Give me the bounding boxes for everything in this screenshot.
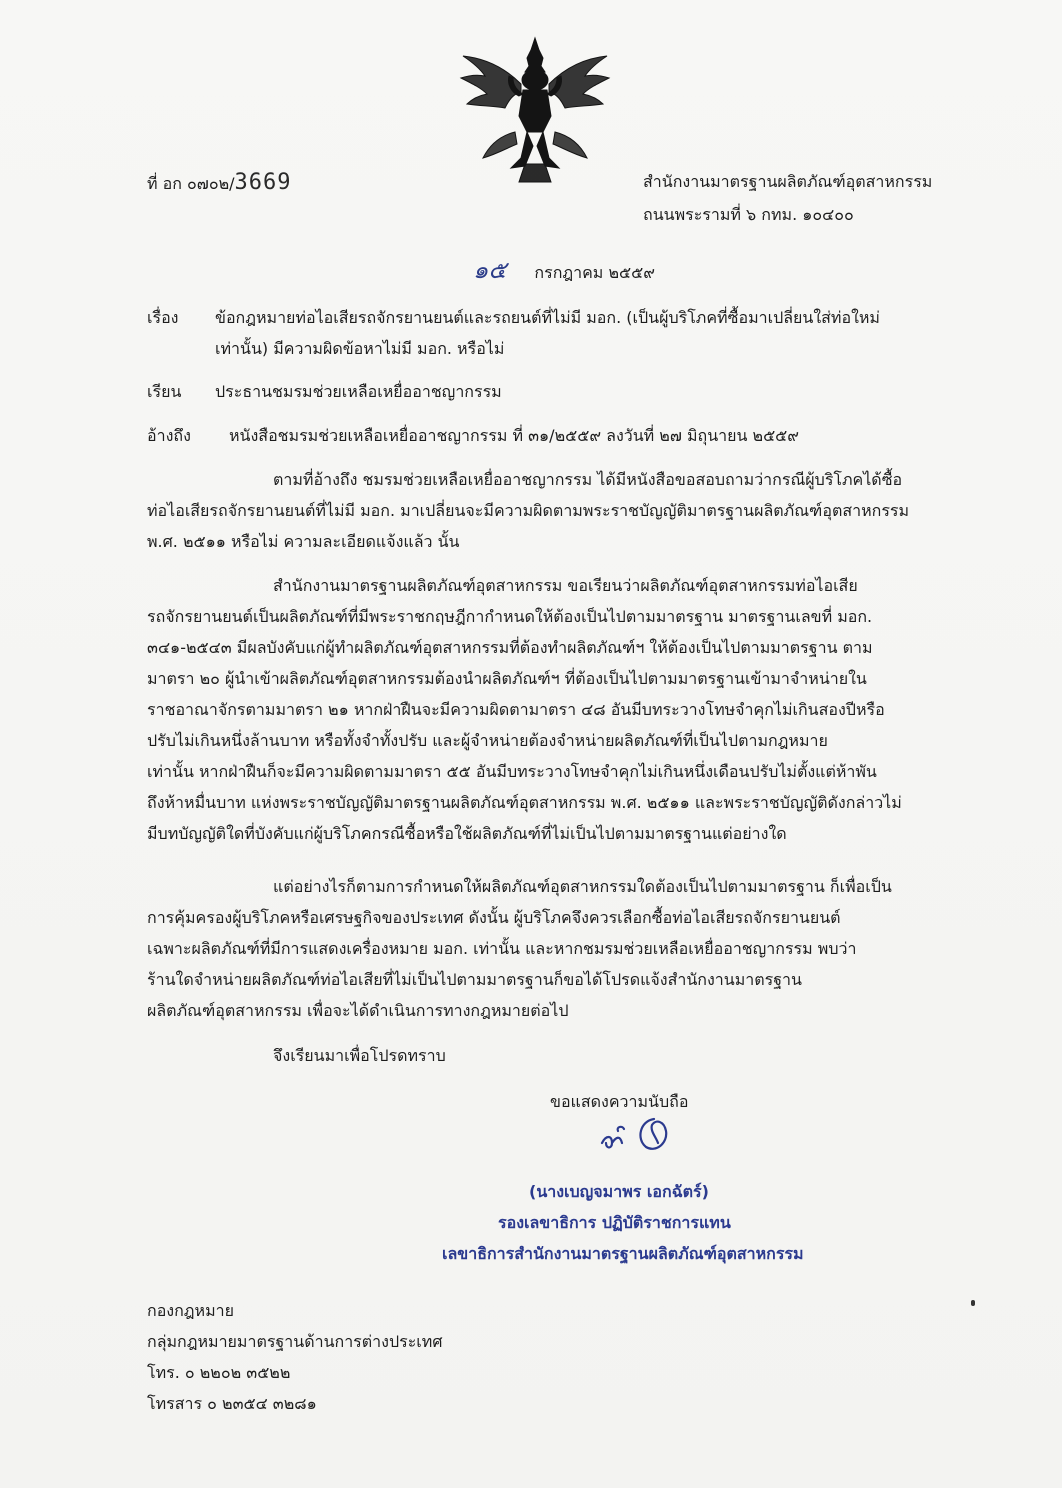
- document-number-prefix: ที่ อก ๐๗๐๒/: [147, 174, 235, 193]
- subject-line-2: เท่านั้น) มีความผิดข้อหาไม่มี มอก. หรือไม่: [215, 339, 505, 358]
- document-number-stamp: 3669: [234, 170, 292, 195]
- paragraph-2-line: ปรับไม่เกินหนึ่งล้านบาท หรือทั้งจำทั้งปรับ และผู้จำหน่ายต้องจำหน่ายผลิตภัณฑ์ที่เป็นไปตามกฎหมาย: [147, 731, 828, 750]
- closing-line: จึงเรียนมาเพื่อโปรดทราบ: [273, 1046, 446, 1065]
- paragraph-2-line: ถึงห้าหมื่นบาท แห่งพระราชบัญญัติมาตรฐานผลิตภัณฑ์อุตสาหกรรม พ.ศ. ๒๕๑๑ และพระราชบัญญัติดังกล่าวไม่: [147, 793, 902, 812]
- signatory-position-2: เลขาธิการสำนักงานมาตรฐานผลิตภัณฑ์อุตสาหกรรม: [442, 1244, 804, 1263]
- paragraph-2-line: รถจักรยานยนต์เป็นผลิตภัณฑ์ที่มีพระราชกฤษฎีกากำหนดให้ต้องเป็นไปตามมาตรฐาน มาตรฐานเลขที่ มอก.: [147, 607, 873, 626]
- ink-speck: [971, 1300, 975, 1306]
- reference-text: หนังสือชมรมช่วยเหลือเหยื่ออาชญากรรม ที่ ๓๑/๒๕๕๙ ลงวันที่ ๒๗ มิถุนายน ๒๕๕๙: [229, 426, 800, 445]
- footer-fax: โทรสาร ๐ ๒๓๕๔ ๓๒๘๑: [147, 1394, 317, 1413]
- signatory-name: (นางเบญจมาพร เอกฉัตร์): [529, 1182, 709, 1201]
- paragraph-3-line: การคุ้มครองผู้บริโภคหรือเศรษฐกิจของประเทศ ดังนั้น ผู้บริโภคจึงควรเลือกซื้อท่อไอเสียรถจักรยานยนต์: [147, 908, 841, 927]
- handwritten-signature-icon: [596, 1113, 676, 1159]
- to-label: เรียน: [147, 382, 182, 401]
- paragraph-2-line: มาตรา ๒๐ ผู้นำเข้าผลิตภัณฑ์อุตสาหกรรมต้องนำผลิตภัณฑ์ฯ ที่ต้องเป็นไปตามมาตรฐานเข้ามาจำหน่ายใน: [147, 669, 867, 688]
- reference-label: อ้างถึง: [147, 426, 191, 445]
- footer-group: กลุ่มกฎหมายมาตรฐานด้านการต่างประเทศ: [147, 1332, 443, 1351]
- paragraph-3-line: ร้านใดจำหน่ายผลิตภัณฑ์ท่อไอเสียที่ไม่เป็นไปตามมาตรฐานก็ขอได้โปรดแจ้งสำนักงานมาตรฐาน: [147, 970, 802, 989]
- subject-line-1: ข้อกฎหมายท่อไอเสียรถจักรยานยนต์และรถยนต์ที่ไม่มี มอก. (เป็นผู้บริโภคที่ซื้อมาเปลี่ยนใส่ท่อใหม่: [215, 308, 880, 327]
- to-text: ประธานชมรมช่วยเหลือเหยื่ออาชญากรรม: [215, 382, 502, 401]
- agency-address: ถนนพระรามที่ ๖ กทม. ๑๐๔๐๐: [643, 205, 854, 224]
- agency-name: สำนักงานมาตรฐานผลิตภัณฑ์อุตสาหกรรม: [643, 172, 933, 191]
- subject-label: เรื่อง: [147, 308, 179, 327]
- paragraph-2-line: เท่านั้น หากฝ่าฝืนก็จะมีความผิดตามมาตรา ๕๕ อันมีบทระวางโทษจำคุกไม่เกินหนึ่งเดือนปรับไม่ตั้งแต่ห้าพัน: [147, 762, 877, 781]
- paragraph-3-line: แต่อย่างไรก็ตามการกำหนดให้ผลิตภัณฑ์อุตสาหกรรมใดต้องเป็นไปตามมาตรฐาน ก็เพื่อเป็น: [273, 877, 892, 896]
- paragraph-2-line: ๓๔๑-๒๕๔๓ มีผลบังคับแก่ผู้ทำผลิตภัณฑ์อุตสาหกรรมที่ต้องทำผลิตภัณฑ์ฯ ให้ต้องเป็นไปตามมาตรฐาน ตาม: [147, 638, 873, 657]
- date-month-year: กรกฎาคม ๒๕๕๙: [534, 263, 655, 282]
- garuda-emblem-icon: [455, 36, 615, 184]
- paragraph-3-line: ผลิตภัณฑ์อุตสาหกรรม เพื่อจะได้ดำเนินการทางกฎหมายต่อไป: [147, 1001, 569, 1020]
- paragraph-2-line: ราชอาณาจักรตามมาตรา ๒๑ หากฝ่าฝืนจะมีความผิดตามาตรา ๔๘ อันมีบทระวางโทษจำคุกไม่เกินสองปีหรือ: [147, 700, 885, 719]
- footer-department: กองกฎหมาย: [147, 1301, 234, 1320]
- paragraph-3-line: เฉพาะผลิตภัณฑ์ที่มีการแสดงเครื่องหมาย มอก. เท่านั้น และหากชมรมช่วยเหลือเหยื่ออาชญากรรม พบว่า: [147, 939, 857, 958]
- footer-telephone: โทร. ๐ ๒๒๐๒ ๓๕๒๒: [147, 1363, 291, 1382]
- date-day: ๑๕: [473, 256, 507, 284]
- paragraph-1-line: พ.ศ. ๒๕๑๑ หรือไม่ ความละเอียดแจ้งแล้ว นั้น: [147, 532, 460, 551]
- paragraph-2-line: สำนักงานมาตรฐานผลิตภัณฑ์อุตสาหกรรม ขอเรียนว่าผลิตภัณฑ์อุตสาหกรรมท่อไอเสีย: [273, 576, 858, 595]
- signature-greeting: ขอแสดงความนับถือ: [550, 1092, 689, 1111]
- paragraph-1-line: ตามที่อ้างถึง ชมรมช่วยเหลือเหยื่ออาชญากรรม ได้มีหนังสือขอสอบถามว่ากรณีผู้บริโภคได้ซื้อ: [273, 470, 903, 489]
- paragraph-1-line: ท่อไอเสียรถจักรยานยนต์ที่ไม่มี มอก. มาเปลี่ยนจะมีความผิดตามพระราชบัญญัติมาตรฐานผลิตภัณฑ์อุตสาหกรรม: [147, 501, 910, 520]
- signatory-position-1: รองเลขาธิการ ปฏิบัติราชการแทน: [498, 1213, 731, 1232]
- paragraph-2-line: มีบทบัญญัติใดที่บังคับแก่ผู้บริโภคกรณีซื้อหรือใช้ผลิตภัณฑ์ที่ไม่เป็นไปตามมาตรฐานแต่อย่างใด: [147, 824, 787, 843]
- document-number: [147, 170, 292, 197]
- letter-date: [473, 250, 655, 289]
